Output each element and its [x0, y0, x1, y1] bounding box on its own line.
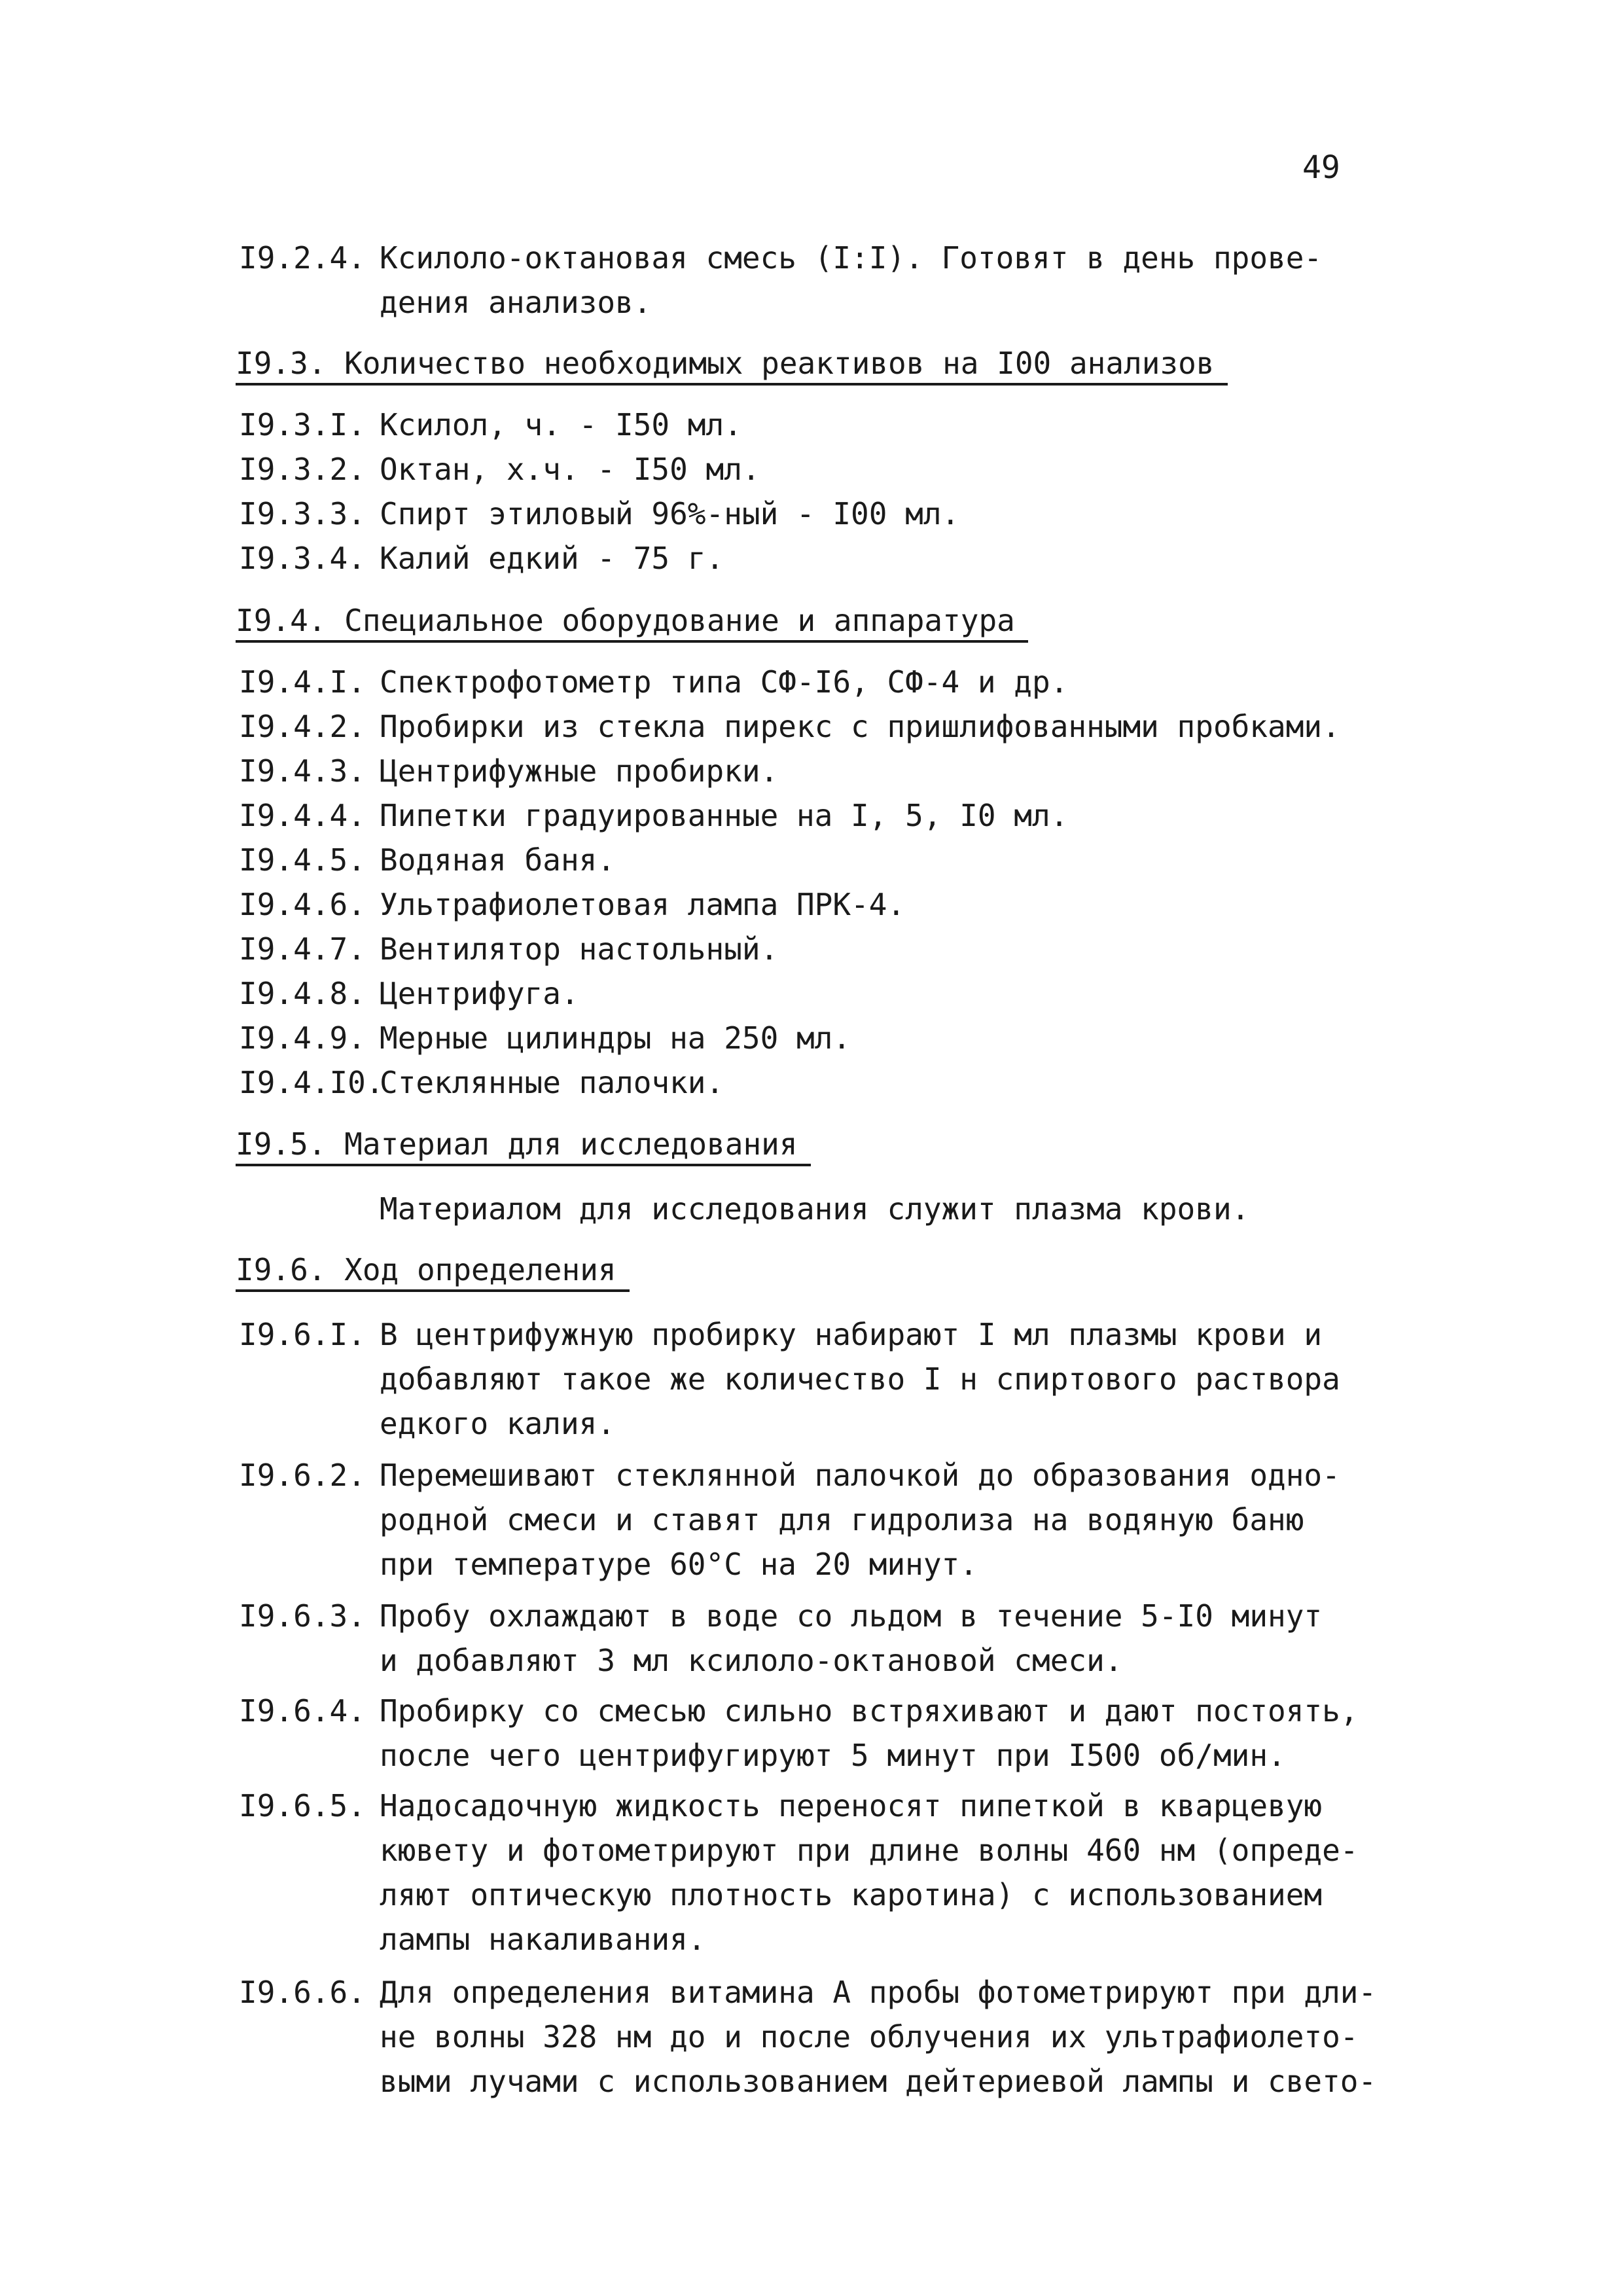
- item-text-line: Пробу охлаждают в воде со льдом в течение 5-I0 минут: [380, 1598, 1323, 1634]
- item-text: Водяная баня.: [380, 842, 616, 878]
- item-text-line: Ксилоло-октановая смесь (I:I). Готовят в день прове-: [380, 240, 1323, 276]
- item-text: Стеклянные палочки.: [380, 1065, 724, 1100]
- section-heading-19-3: I9.3. Количество необходимых реактивов на I00 анализов: [236, 344, 1228, 386]
- item-number: I9.4.3.: [239, 753, 366, 789]
- page-number: 49: [1302, 149, 1340, 186]
- item-text-line: Надосадочную жидкость переносят пипеткой в кварцевую: [380, 1788, 1323, 1823]
- item-text-line: дения анализов.: [380, 285, 652, 320]
- item-number: I9.4.I0.: [239, 1065, 384, 1100]
- item-number: I9.3.4.: [239, 541, 366, 576]
- item-text-line: родной смеси и ставят для гидролиза на водяную баню: [380, 1502, 1304, 1537]
- item-number: I9.6.2.: [239, 1458, 366, 1493]
- item-number: I9.6.I.: [239, 1317, 366, 1352]
- item-text: Центрифужные пробирки.: [380, 753, 779, 789]
- item-text: Центрифуга.: [380, 976, 579, 1011]
- item-number: I9.2.4.: [239, 240, 366, 276]
- section-heading-19-5: I9.5. Материал для исследования: [236, 1124, 811, 1166]
- item-number: I9.4.2.: [239, 709, 366, 744]
- item-text: Спирт этиловый 96%-ный - I00 мл.: [380, 496, 960, 531]
- item-number: I9.4.8.: [239, 976, 366, 1011]
- item-text: Мерные цилиндры на 250 мл.: [380, 1020, 851, 1056]
- item-text-line: и добавляют 3 мл ксилоло-октановой смеси.: [380, 1643, 1123, 1678]
- item-number: I9.4.6.: [239, 887, 366, 922]
- item-number: I9.3.3.: [239, 496, 366, 531]
- section-heading-19-4: I9.4. Специальное оборудование и аппаратура: [236, 601, 1028, 643]
- item-text: Вентилятор настольный.: [380, 931, 779, 967]
- item-text-line: едкого калия.: [380, 1406, 616, 1441]
- item-number: I9.6.6.: [239, 1975, 366, 2010]
- item-number: I9.6.5.: [239, 1788, 366, 1823]
- item-text-line: Для определения витамина А пробы фотометрируют при дли-: [380, 1975, 1377, 2010]
- item-number: I9.4.5.: [239, 842, 366, 878]
- item-text-line: не волны 328 нм до и после облучения их ультрафиолето-: [380, 2019, 1359, 2054]
- item-text-line: добавляют такое же количество I н спиртового раствора: [380, 1361, 1340, 1397]
- item-text-line: ляют оптическую плотность каротина) с использованием: [380, 1877, 1323, 1912]
- item-text: Октан, х.ч. - I50 мл.: [380, 452, 760, 487]
- item-text-line: Пробирку со смесью сильно встряхивают и дают постоять,: [380, 1693, 1359, 1729]
- item-text: Калий едкий - 75 г.: [380, 541, 724, 576]
- item-number: I9.4.9.: [239, 1020, 366, 1056]
- item-text: Спектрофотометр типа СФ-I6, СФ-4 и др.: [380, 664, 1069, 700]
- item-text-line: В центрифужную пробирку набирают I мл плазмы крови и: [380, 1317, 1323, 1352]
- section-heading-19-6: I9.6. Ход определения: [236, 1250, 630, 1292]
- item-number: I9.4.4.: [239, 798, 366, 833]
- item-number: I9.6.3.: [239, 1598, 366, 1634]
- item-text: Ультрафиолетовая лампа ПРК-4.: [380, 887, 906, 922]
- item-number: I9.4.7.: [239, 931, 366, 967]
- section-paragraph: Материалом для исследования служит плазма крови.: [380, 1191, 1250, 1227]
- item-text-line: лампы накаливания.: [380, 1922, 706, 1957]
- item-text-line: после чего центрифугируют 5 минут при I500 об/мин.: [380, 1738, 1286, 1773]
- item-text: Пипетки градуированные на I, 5, I0 мл.: [380, 798, 1069, 833]
- item-text-line: выми лучами с использованием дейтериевой лампы и свето-: [380, 2064, 1377, 2099]
- item-number: I9.3.I.: [239, 407, 366, 442]
- item-text-line: кювету и фотометрируют при длине волны 460 нм (опреде-: [380, 1833, 1359, 1868]
- item-text: Пробирки из стекла пирекс с пришлифованными пробками.: [380, 709, 1340, 744]
- item-text-line: Перемешивают стеклянной палочкой до образования одно-: [380, 1458, 1340, 1493]
- item-number: I9.6.4.: [239, 1693, 366, 1729]
- item-number: I9.3.2.: [239, 452, 366, 487]
- item-text-line: при температуре 60°С на 20 минут.: [380, 1547, 978, 1582]
- item-number: I9.4.I.: [239, 664, 366, 700]
- item-text: Ксилол, ч. - I50 мл.: [380, 407, 742, 442]
